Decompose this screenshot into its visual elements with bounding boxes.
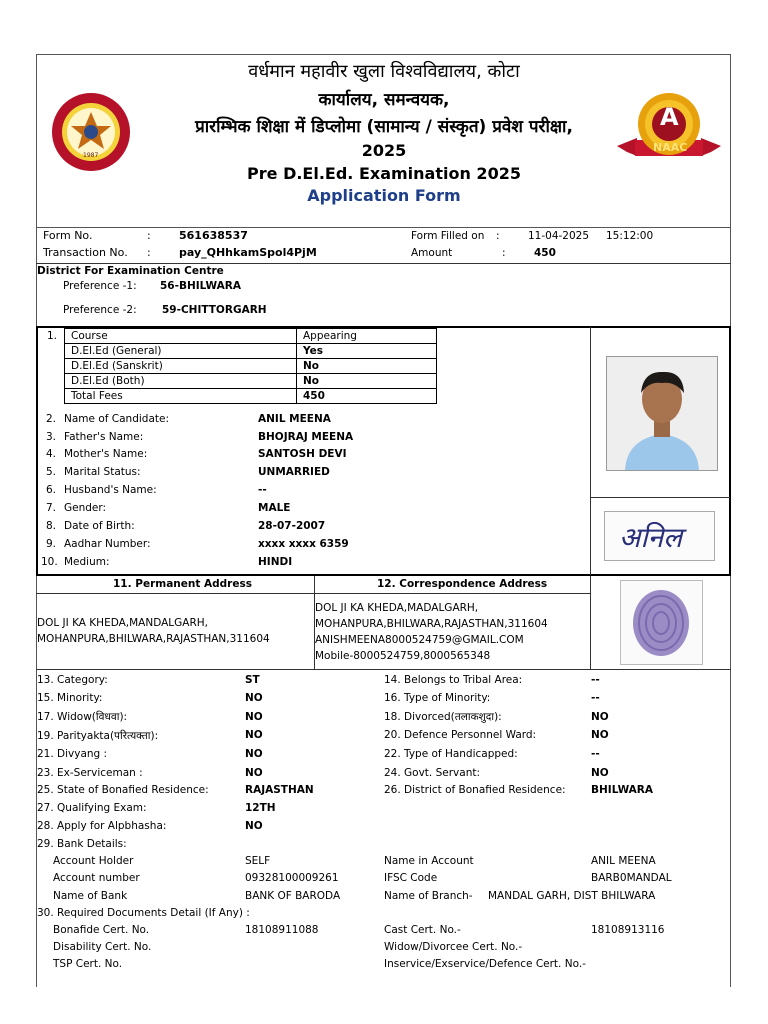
table-row (65, 389, 437, 404)
bonafide-cert-label: Bonafide Cert. No. (53, 924, 150, 936)
transaction-no-colon: : (147, 246, 151, 259)
widow-label: 17. Widow(विधवा): (37, 711, 128, 723)
aadhar-label: Aadhar Number: (64, 538, 151, 550)
permanent-address-title: 11. Permanent Address (113, 578, 252, 590)
field-number: 6. (46, 484, 57, 496)
course-number: 1. (47, 330, 58, 342)
widow-cert-label: Widow/Divorcee Cert. No.- (384, 941, 523, 953)
table-cell: Yes (297, 344, 437, 359)
divider (36, 593, 591, 594)
bank-name-label: Name of Bank (53, 890, 128, 902)
dob-value: 28-07-2007 (258, 520, 326, 532)
ifsc-label: IFSC Code (384, 872, 438, 884)
govt-servant-label: 24. Govt. Servant: (384, 767, 481, 779)
defence-ward-value: NO (591, 729, 609, 741)
course-table (64, 328, 437, 404)
table-row (65, 329, 437, 344)
branch-label: Name of Branch- (384, 890, 473, 902)
divider (590, 327, 591, 575)
widow-value: NO (245, 711, 263, 723)
handicapped-type-value: -- (591, 748, 600, 760)
alpbhasha-label: 28. Apply for Alpbhasha: (37, 820, 167, 832)
candidate-name-value: ANIL MEENA (258, 413, 331, 425)
office-title-hindi: कार्यालय, समन्वयक, (318, 90, 450, 110)
amount-colon: : (502, 247, 506, 259)
minority-label: 15. Minority: (37, 692, 103, 704)
amount-value: 450 (534, 247, 556, 259)
naac-grade-letter: A (660, 103, 679, 131)
divyang-value: NO (245, 748, 263, 760)
ifsc-value: BARB0MANDAL (591, 872, 672, 884)
correspondence-mobile: Mobile-8000524759,8000565348 (315, 650, 491, 662)
form-filled-label: Form Filled on (411, 230, 485, 242)
dob-label: Date of Birth: (64, 520, 135, 532)
divider (590, 497, 730, 498)
divider (590, 576, 591, 669)
permanent-address-line: MOHANPURA,BHILWARA,RAJASTHAN,311604 (37, 633, 270, 645)
correspondence-address-line: DOL JI KA KHEDA,MADALGARH, (315, 602, 479, 614)
category-value: ST (245, 674, 260, 686)
bank-name-value: BANK OF BARODA (245, 890, 341, 902)
account-name-label: Name in Account (384, 855, 474, 867)
form-no-label: Form No. (43, 229, 93, 242)
account-holder-value: SELF (245, 855, 271, 867)
inservice-cert-label: Inservice/Exservice/Defence Cert. No.- (384, 958, 586, 970)
exam-title-english: Pre D.El.Ed. Examination 2025 (247, 164, 521, 183)
field-number: 7. (46, 502, 57, 514)
field-number: 9. (46, 538, 57, 550)
exam-title-hindi: प्रारम्भिक शिक्षा में डिप्लोमा (सामान्य / संस्कृत) प्रवेश परीक्षा, (195, 117, 573, 137)
husband-name-label: Husband's Name: (64, 484, 157, 496)
documents-title: 30. Required Documents Detail (If Any) : (37, 907, 250, 919)
defence-ward-label: 20. Defence Personnel Ward: (384, 729, 537, 741)
alpbhasha-value: NO (245, 820, 263, 832)
table-cell: D.El.Ed (Both) (65, 374, 297, 389)
minority-type-value: -- (591, 692, 600, 704)
cast-cert-value: 18108913116 (591, 924, 665, 936)
thumb-impression (620, 580, 703, 665)
divider (36, 263, 731, 264)
handicapped-type-label: 22. Type of Handicapped: (384, 748, 518, 760)
preference-1-value: 56-BHILWARA (160, 280, 241, 292)
table-cell: No (297, 374, 437, 389)
permanent-address-line: DOL JI KA KHEDA,MANDALGARH, (37, 617, 209, 629)
minority-value: NO (245, 692, 263, 704)
field-number: 5. (46, 466, 57, 478)
qualifying-exam-label: 27. Qualifying Exam: (37, 802, 147, 814)
preference-2-label: Preference -2: (63, 304, 137, 316)
account-number-label: Account number (53, 872, 140, 884)
father-name-label: Father's Name: (64, 431, 144, 443)
university-name-hindi: वर्धमान महावीर खुला विश्वविद्यालय, कोटा (248, 61, 520, 82)
correspondence-email: ANISHMEENA8000524759@GMAIL.COM (315, 634, 524, 646)
marital-status-label: Marital Status: (64, 466, 141, 478)
mother-name-label: Mother's Name: (64, 448, 148, 460)
govt-servant-value: NO (591, 767, 609, 779)
gender-label: Gender: (64, 502, 107, 514)
table-cell: 450 (297, 389, 437, 404)
account-name-value: ANIL MEENA (591, 855, 656, 867)
table-row (65, 359, 437, 374)
bank-details-title: 29. Bank Details: (37, 838, 127, 850)
form-no-value: 561638537 (179, 229, 248, 242)
candidate-name-label: Name of Candidate: (64, 413, 169, 425)
husband-name-value: -- (258, 484, 267, 496)
ex-serviceman-value: NO (245, 767, 263, 779)
table-row (65, 344, 437, 359)
table-cell: D.El.Ed (Sanskrit) (65, 359, 297, 374)
disability-cert-label: Disability Cert. No. (53, 941, 152, 953)
tsp-cert-label: TSP Cert. No. (53, 958, 123, 970)
aadhar-value: xxxx xxxx 6359 (258, 538, 349, 550)
residence-state-value: RAJASTHAN (245, 784, 314, 796)
candidate-photo (606, 356, 718, 471)
parityakta-label: 19. Parityakta(परित्यक्ता): (37, 730, 159, 742)
tribal-area-value: -- (591, 674, 600, 686)
table-cell: Total Fees (65, 389, 297, 404)
transaction-no-label: Transaction No. (43, 246, 128, 259)
candidate-signature: अनिल (619, 521, 683, 554)
residence-state-label: 25. State of Bonafied Residence: (37, 784, 209, 796)
divider (36, 669, 731, 670)
correspondence-address-title: 12. Correspondence Address (377, 578, 548, 590)
form-filled-date: 11-04-2025 (528, 230, 590, 242)
seal-year: 1987 (83, 152, 99, 159)
page-title: Application Form (307, 186, 461, 205)
parityakta-value: NO (245, 729, 263, 741)
signature-box (604, 511, 715, 561)
divorced-label: 18. Divorced(तलाकशुदा): (384, 711, 502, 723)
ex-serviceman-label: 23. Ex-Serviceman : (37, 767, 143, 779)
naac-label: NAAC (653, 141, 688, 154)
field-number: 3. (46, 431, 57, 443)
divorced-value: NO (591, 711, 609, 723)
district-title: District For Examination Centre (37, 265, 224, 277)
cast-cert-label: Cast Cert. No.- (384, 924, 461, 936)
medium-value: HINDI (258, 556, 293, 568)
qualifying-exam-value: 12TH (245, 802, 276, 814)
account-number-value: 09328100009261 (245, 872, 339, 884)
minority-type-label: 16. Type of Minority: (384, 692, 491, 704)
residence-district-value: BHILWARA (591, 784, 654, 796)
form-no-colon: : (147, 229, 151, 242)
field-number: 10. (41, 556, 58, 568)
branch-value: MANDAL GARH, DIST BHILWARA (488, 890, 656, 902)
table-cell: Course (65, 329, 297, 344)
tribal-area-label: 14. Belongs to Tribal Area: (384, 674, 523, 686)
residence-district-label: 26. District of Bonafied Residence: (384, 784, 566, 796)
gender-value: MALE (258, 502, 291, 514)
form-filled-colon: : (496, 230, 500, 242)
field-number: 8. (46, 520, 57, 532)
table-cell: Appearing (297, 329, 437, 344)
field-number: 2. (46, 413, 57, 425)
mother-name-value: SANTOSH DEVI (258, 448, 347, 460)
table-cell: D.El.Ed (General) (65, 344, 297, 359)
correspondence-address-line: MOHANPURA,BHILWARA,RAJASTHAN,311604 (315, 618, 548, 630)
transaction-no-value: pay_QHhkamSpol4PjM (179, 246, 317, 259)
category-label: 13. Category: (37, 674, 108, 686)
divyang-label: 21. Divyang : (37, 748, 108, 760)
medium-label: Medium: (64, 556, 110, 568)
table-row (65, 374, 437, 389)
amount-label: Amount (411, 247, 453, 259)
preference-2-value: 59-CHITTORGARH (162, 304, 267, 316)
preference-1-label: Preference -1: (63, 280, 137, 292)
table-cell: No (297, 359, 437, 374)
field-number: 4. (46, 448, 57, 460)
account-holder-label: Account Holder (53, 855, 134, 867)
marital-status-value: UNMARRIED (258, 466, 330, 478)
father-name-value: BHOJRAJ MEENA (258, 431, 354, 443)
form-filled-time: 15:12:00 (606, 230, 654, 242)
bonafide-cert-value: 18108911088 (245, 924, 319, 936)
exam-year: 2025 (361, 141, 407, 160)
